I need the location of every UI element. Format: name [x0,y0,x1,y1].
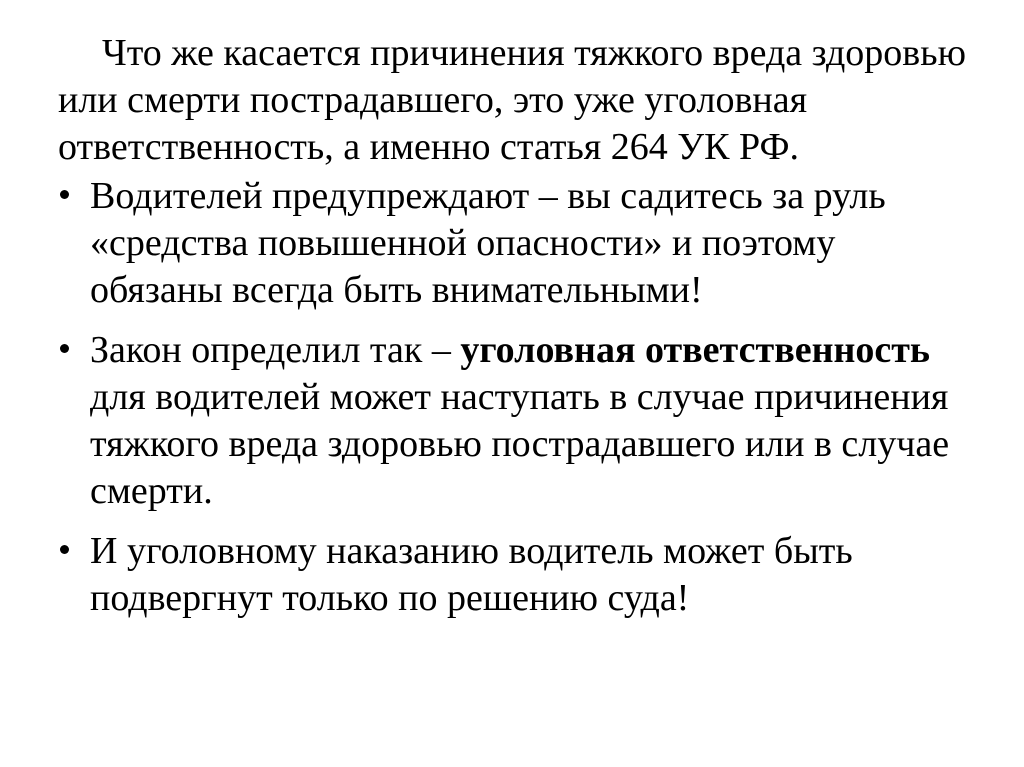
bullet-text: для водителей может наступать в случае причинения тяжкого вреда здоровью пострадавшего или в случае смерти. [90,376,950,512]
bullet-text: Закон определил так – [90,329,461,371]
bullet-item [90,327,962,515]
bullet-list [58,173,962,622]
bullet-text: Водителей предупреждают – вы садитесь за руль «средства повышенной опасности» и поэтому обязаны всегда быть внимательными! [90,175,886,311]
bullet-dot-icon [60,545,69,554]
intro-paragraph: Что же касается причинения тяжкого вреда здоровью или смерти пострадавшего, это уже уголовная ответственность, а именно статья 264 УК РФ. [58,32,966,168]
bullet-dot-icon [60,190,69,199]
bullet-dot-icon [60,344,69,353]
bullet-text: И уголовному наказанию водитель может быть подвергнут только по решению суда! [90,530,853,619]
bullet-text-bold: уголовная ответственность [460,329,931,371]
bullet-item [90,173,962,314]
bullet-item [90,528,962,622]
